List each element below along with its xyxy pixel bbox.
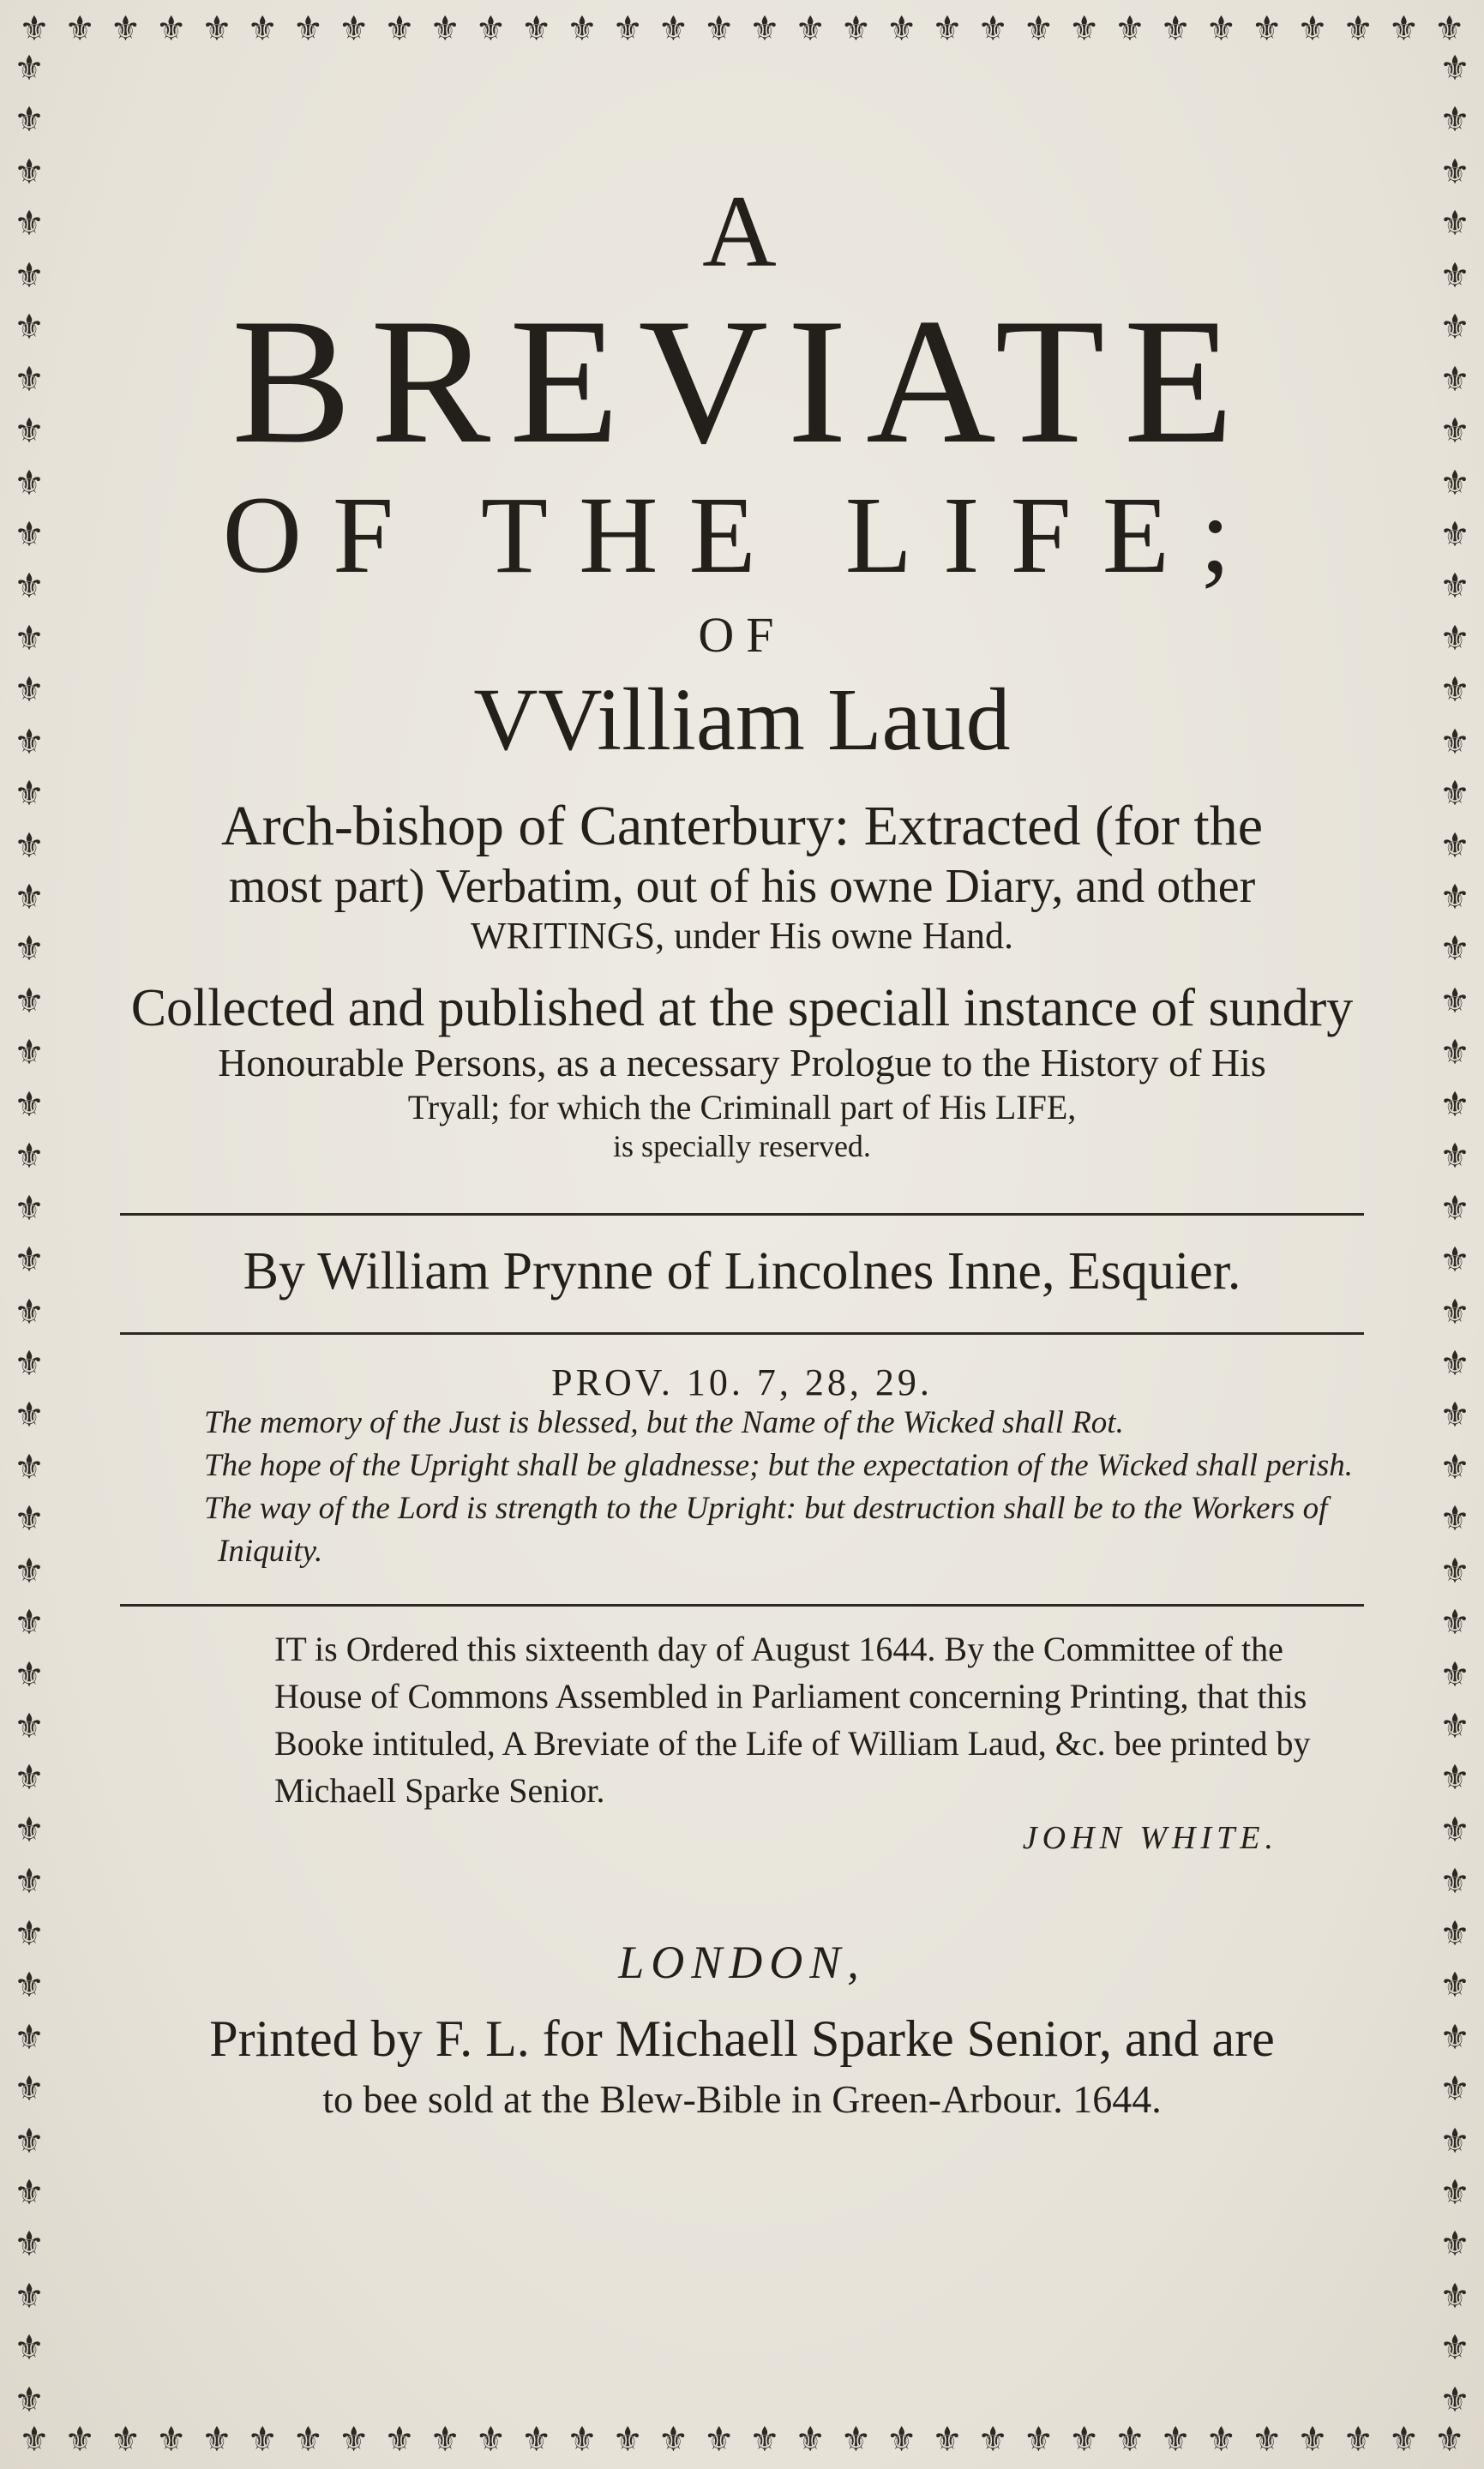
subtitle-line-2: most part) Verbatim, out of his owne Diary, and other xyxy=(228,859,1256,913)
fleur-de-lis-icon: ⚜ xyxy=(1068,9,1100,49)
fleur-de-lis-icon: ⚜ xyxy=(14,1707,45,1746)
fleur-de-lis-icon: ⚜ xyxy=(1439,1966,1470,2006)
fleur-de-lis-icon: ⚜ xyxy=(1439,2276,1470,2316)
fleur-de-lis-icon: ⚜ xyxy=(14,2328,45,2369)
fleur-de-lis-icon: ⚜ xyxy=(292,2420,324,2460)
fleur-de-lis-icon: ⚜ xyxy=(1439,1084,1470,1125)
fleur-de-lis-icon: ⚜ xyxy=(14,1758,45,1799)
fleur-de-lis-icon: ⚜ xyxy=(14,152,45,192)
fleur-de-lis-icon: ⚜ xyxy=(384,2420,415,2460)
fleur-de-lis-icon: ⚜ xyxy=(14,1603,45,1643)
fleur-de-lis-icon: ⚜ xyxy=(14,1292,45,1332)
fleur-de-lis-icon: ⚜ xyxy=(1388,2420,1420,2460)
fleur-de-lis-icon: ⚜ xyxy=(14,2070,45,2110)
collected-line-1: Collected and published at the speciall instance of sundry xyxy=(130,979,1354,1038)
fleur-de-lis-icon: ⚜ xyxy=(1439,308,1470,348)
fleur-de-lis-icon: ⚜ xyxy=(1439,359,1470,399)
fleur-de-lis-icon: ⚜ xyxy=(1205,2420,1237,2460)
fleur-de-lis-icon: ⚜ xyxy=(1433,2420,1465,2460)
fleur-de-lis-icon: ⚜ xyxy=(1439,1188,1470,1228)
fleur-de-lis-icon: ⚜ xyxy=(110,9,141,49)
fleur-de-lis-icon: ⚜ xyxy=(1068,2420,1100,2460)
fleur-de-lis-icon: ⚜ xyxy=(14,2225,45,2265)
fleur-de-lis-icon: ⚜ xyxy=(567,2420,598,2460)
scripture-verse-2: The hope of the Upright shall be gladnesse; but the expectation of the Wicked shall perish. xyxy=(204,1447,1353,1483)
fleur-de-lis-icon: ⚜ xyxy=(1439,774,1470,814)
fleur-de-lis-icon: ⚜ xyxy=(14,1655,45,1695)
divider-rule xyxy=(120,1332,1364,1335)
fleur-de-lis-icon: ⚜ xyxy=(1297,2420,1328,2460)
fleur-de-lis-icon: ⚜ xyxy=(1115,2420,1145,2460)
fleur-de-lis-icon: ⚜ xyxy=(14,1862,45,1902)
fleur-de-lis-icon: ⚜ xyxy=(475,9,507,49)
fleur-de-lis-icon: ⚜ xyxy=(14,412,45,452)
fleur-de-lis-icon: ⚜ xyxy=(14,722,45,762)
fleur-de-lis-icon: ⚜ xyxy=(14,929,45,970)
fleur-de-lis-icon: ⚜ xyxy=(1439,1396,1470,1436)
fleur-de-lis-icon: ⚜ xyxy=(14,774,45,814)
fleur-de-lis-icon: ⚜ xyxy=(1439,463,1470,503)
fleur-de-lis-icon: ⚜ xyxy=(14,2380,45,2420)
fleur-de-lis-icon: ⚜ xyxy=(1439,412,1470,452)
fleur-de-lis-icon: ⚜ xyxy=(1023,9,1054,49)
committee-order: IT is Ordered this sixteenth day of August 1644. By the Committee of the House of Commons Assembled in Parliament concerning Printing, that this Booke intituled, A Breviate of the Life of William Laud, &c. bee printed by Michaell Sparke Senior. xyxy=(274,1629,1311,1811)
fleur-de-lis-icon: ⚜ xyxy=(1439,878,1470,917)
fleur-de-lis-icon: ⚜ xyxy=(247,9,279,49)
fleur-de-lis-icon: ⚜ xyxy=(14,1499,45,1540)
title-line-of: OF xyxy=(698,607,786,663)
fleur-de-lis-icon: ⚜ xyxy=(1439,255,1470,296)
fleur-de-lis-icon: ⚜ xyxy=(14,1188,45,1228)
title-line-a: A xyxy=(702,174,782,288)
fleur-de-lis-icon: ⚜ xyxy=(64,2420,96,2460)
fleur-de-lis-icon: ⚜ xyxy=(1439,929,1470,970)
fleur-de-lis-icon: ⚜ xyxy=(14,204,45,244)
fleur-de-lis-icon: ⚜ xyxy=(14,100,45,141)
fleur-de-lis-icon: ⚜ xyxy=(1439,2017,1470,2058)
subtitle-line-3: WRITINGS, under His owne Hand. xyxy=(471,915,1013,958)
fleur-de-lis-icon: ⚜ xyxy=(1297,9,1328,49)
fleur-de-lis-icon: ⚜ xyxy=(1388,9,1420,49)
fleur-de-lis-icon: ⚜ xyxy=(338,2420,369,2460)
order-signer: JOHN WHITE. xyxy=(1022,1820,1278,1857)
fleur-de-lis-icon: ⚜ xyxy=(475,2420,507,2460)
fleur-de-lis-icon: ⚜ xyxy=(1439,826,1470,866)
fleur-de-lis-icon: ⚜ xyxy=(749,9,780,49)
collected-line-4: is specially reserved. xyxy=(613,1128,871,1163)
fleur-de-lis-icon: ⚜ xyxy=(1439,2121,1470,2161)
fleur-de-lis-icon: ⚜ xyxy=(110,2420,141,2460)
title-line-name: VVilliam Laud xyxy=(473,670,1011,769)
title-block xyxy=(103,129,1381,2238)
fleuron-border-right xyxy=(1431,51,1479,2418)
fleur-de-lis-icon: ⚜ xyxy=(886,2420,917,2460)
fleur-de-lis-icon: ⚜ xyxy=(520,2420,552,2460)
fleur-de-lis-icon: ⚜ xyxy=(1439,981,1470,1021)
fleur-de-lis-icon: ⚜ xyxy=(64,9,96,49)
fleur-de-lis-icon: ⚜ xyxy=(612,9,644,49)
fleur-de-lis-icon: ⚜ xyxy=(1251,2420,1283,2460)
author-line: By William Prynne of Lincolnes Inne, Esquier. xyxy=(243,1241,1241,1301)
fleur-de-lis-icon: ⚜ xyxy=(612,2420,644,2460)
fleur-de-lis-icon: ⚜ xyxy=(749,2420,780,2460)
fleur-de-lis-icon: ⚜ xyxy=(1439,1137,1470,1177)
fleur-de-lis-icon: ⚜ xyxy=(1439,2172,1470,2213)
fleuron-border-left xyxy=(5,51,53,2418)
fleur-de-lis-icon: ⚜ xyxy=(795,2420,826,2460)
title-line-life: OF THE LIFE; xyxy=(222,474,1262,596)
fleur-de-lis-icon: ⚜ xyxy=(14,1396,45,1436)
fleur-de-lis-icon: ⚜ xyxy=(1439,49,1470,88)
fleur-de-lis-icon: ⚜ xyxy=(1439,1810,1470,1850)
fleur-de-lis-icon: ⚜ xyxy=(1439,1241,1470,1281)
fleuron-border-bottom xyxy=(0,2416,1484,2464)
fleur-de-lis-icon: ⚜ xyxy=(155,9,187,49)
fleur-de-lis-icon: ⚜ xyxy=(1439,1033,1470,1073)
fleur-de-lis-icon: ⚜ xyxy=(1439,670,1470,711)
fleur-de-lis-icon: ⚜ xyxy=(886,9,917,49)
fleur-de-lis-icon: ⚜ xyxy=(932,9,963,49)
fleur-de-lis-icon: ⚜ xyxy=(1160,2420,1192,2460)
fleur-de-lis-icon: ⚜ xyxy=(155,2420,187,2460)
scripture-verse-3: The way of the Lord is strength to the Upright: but destruction shall be to the Workers of Iniquity. xyxy=(204,1490,1328,1569)
imprint-city: LONDON, xyxy=(618,1937,866,1989)
fleur-de-lis-icon: ⚜ xyxy=(14,1137,45,1177)
fleur-de-lis-icon: ⚜ xyxy=(19,2420,50,2460)
fleur-de-lis-icon: ⚜ xyxy=(1439,1655,1470,1695)
fleur-de-lis-icon: ⚜ xyxy=(14,878,45,917)
fleur-de-lis-icon: ⚜ xyxy=(292,9,324,49)
fleur-de-lis-icon: ⚜ xyxy=(1439,1447,1470,1487)
fleur-de-lis-icon: ⚜ xyxy=(1433,9,1465,49)
fleur-de-lis-icon: ⚜ xyxy=(703,2420,735,2460)
fleur-de-lis-icon: ⚜ xyxy=(14,1343,45,1384)
collected-line-3: Tryall; for which the Criminall part of His LIFE, xyxy=(407,1087,1077,1126)
fleur-de-lis-icon: ⚜ xyxy=(703,9,735,49)
subtitle-line-1: Arch-bishop of Canterbury: Extracted (for the xyxy=(220,795,1264,857)
fleur-de-lis-icon: ⚜ xyxy=(1439,1603,1470,1643)
fleur-de-lis-icon: ⚜ xyxy=(1439,514,1470,555)
divider-rule xyxy=(120,1213,1364,1216)
fleur-de-lis-icon: ⚜ xyxy=(1439,152,1470,192)
fleur-de-lis-icon: ⚜ xyxy=(14,670,45,711)
fleur-de-lis-icon: ⚜ xyxy=(1439,204,1470,244)
fleur-de-lis-icon: ⚜ xyxy=(658,9,689,49)
fleur-de-lis-icon: ⚜ xyxy=(14,1447,45,1487)
fleur-de-lis-icon: ⚜ xyxy=(14,567,45,607)
fleur-de-lis-icon: ⚜ xyxy=(14,2276,45,2316)
fleur-de-lis-icon: ⚜ xyxy=(14,1810,45,1850)
fleur-de-lis-icon: ⚜ xyxy=(14,1551,45,1591)
fleur-de-lis-icon: ⚜ xyxy=(1205,9,1237,49)
fleur-de-lis-icon: ⚜ xyxy=(14,359,45,399)
fleur-de-lis-icon: ⚜ xyxy=(14,981,45,1021)
fleur-de-lis-icon: ⚜ xyxy=(1439,1913,1470,1954)
fleur-de-lis-icon: ⚜ xyxy=(338,9,369,49)
fleur-de-lis-icon: ⚜ xyxy=(201,2420,232,2460)
fleur-de-lis-icon: ⚜ xyxy=(1023,2420,1054,2460)
fleur-de-lis-icon: ⚜ xyxy=(430,2420,461,2460)
fleur-de-lis-icon: ⚜ xyxy=(1160,9,1192,49)
fleur-de-lis-icon: ⚜ xyxy=(977,9,1009,49)
fleuron-border-top xyxy=(0,5,1484,53)
fleur-de-lis-icon: ⚜ xyxy=(1439,100,1470,141)
fleur-de-lis-icon: ⚜ xyxy=(14,2017,45,2058)
fleur-de-lis-icon: ⚜ xyxy=(932,2420,963,2460)
fleur-de-lis-icon: ⚜ xyxy=(1439,722,1470,762)
fleur-de-lis-icon: ⚜ xyxy=(14,49,45,88)
fleur-de-lis-icon: ⚜ xyxy=(14,463,45,503)
fleur-de-lis-icon: ⚜ xyxy=(430,9,461,49)
scripture-verses xyxy=(103,1402,1381,1573)
fleur-de-lis-icon: ⚜ xyxy=(1439,618,1470,658)
fleur-de-lis-icon: ⚜ xyxy=(14,2172,45,2213)
fleur-de-lis-icon: ⚜ xyxy=(567,9,598,49)
imprint-sold: to bee sold at the Blew-Bible in Green-Arbour. 1644. xyxy=(322,2077,1162,2122)
fleur-de-lis-icon: ⚜ xyxy=(1439,2328,1470,2369)
fleur-de-lis-icon: ⚜ xyxy=(14,255,45,296)
fleur-de-lis-icon: ⚜ xyxy=(840,2420,872,2460)
fleur-de-lis-icon: ⚜ xyxy=(14,2121,45,2161)
fleur-de-lis-icon: ⚜ xyxy=(1251,9,1283,49)
fleur-de-lis-icon: ⚜ xyxy=(14,826,45,866)
fleur-de-lis-icon: ⚜ xyxy=(14,1966,45,2006)
fleur-de-lis-icon: ⚜ xyxy=(1439,1343,1470,1384)
fleur-de-lis-icon: ⚜ xyxy=(14,618,45,658)
fleur-de-lis-icon: ⚜ xyxy=(1115,9,1145,49)
fleur-de-lis-icon: ⚜ xyxy=(795,9,826,49)
fleur-de-lis-icon: ⚜ xyxy=(384,9,415,49)
fleur-de-lis-icon: ⚜ xyxy=(14,1033,45,1073)
fleur-de-lis-icon: ⚜ xyxy=(201,9,232,49)
fleur-de-lis-icon: ⚜ xyxy=(19,9,50,49)
fleur-de-lis-icon: ⚜ xyxy=(1439,1758,1470,1799)
title-line-breviate: BREVIATE xyxy=(231,282,1253,481)
fleur-de-lis-icon: ⚜ xyxy=(1439,2380,1470,2420)
fleur-de-lis-icon: ⚜ xyxy=(840,9,872,49)
scripture-verse-1: The memory of the Just is blessed, but the Name of the Wicked shall Rot. xyxy=(204,1404,1124,1440)
fleur-de-lis-icon: ⚜ xyxy=(1343,9,1374,49)
fleur-de-lis-icon: ⚜ xyxy=(1439,1862,1470,1902)
fleur-de-lis-icon: ⚜ xyxy=(520,9,552,49)
fleur-de-lis-icon: ⚜ xyxy=(14,1913,45,1954)
fleur-de-lis-icon: ⚜ xyxy=(1439,1707,1470,1746)
fleur-de-lis-icon: ⚜ xyxy=(658,2420,689,2460)
fleur-de-lis-icon: ⚜ xyxy=(14,1084,45,1125)
fleur-de-lis-icon: ⚜ xyxy=(1439,2225,1470,2265)
scripture-heading: PROV. 10. 7, 28, 29. xyxy=(551,1361,933,1403)
fleur-de-lis-icon: ⚜ xyxy=(1343,2420,1374,2460)
fleur-de-lis-icon: ⚜ xyxy=(977,2420,1009,2460)
fleur-de-lis-icon: ⚜ xyxy=(1439,1292,1470,1332)
fleur-de-lis-icon: ⚜ xyxy=(14,514,45,555)
fleur-de-lis-icon: ⚜ xyxy=(247,2420,279,2460)
collected-line-2: Honourable Persons, as a necessary Prologue to the History of His xyxy=(218,1041,1266,1085)
fleur-de-lis-icon: ⚜ xyxy=(1439,567,1470,607)
fleur-de-lis-icon: ⚜ xyxy=(1439,1499,1470,1540)
fleur-de-lis-icon: ⚜ xyxy=(14,1241,45,1281)
fleur-de-lis-icon: ⚜ xyxy=(1439,2070,1470,2110)
fleur-de-lis-icon: ⚜ xyxy=(1439,1551,1470,1591)
imprint-printer: Printed by F. L. for Michaell Sparke Senior, and are xyxy=(209,2010,1275,2068)
fleur-de-lis-icon: ⚜ xyxy=(14,308,45,348)
